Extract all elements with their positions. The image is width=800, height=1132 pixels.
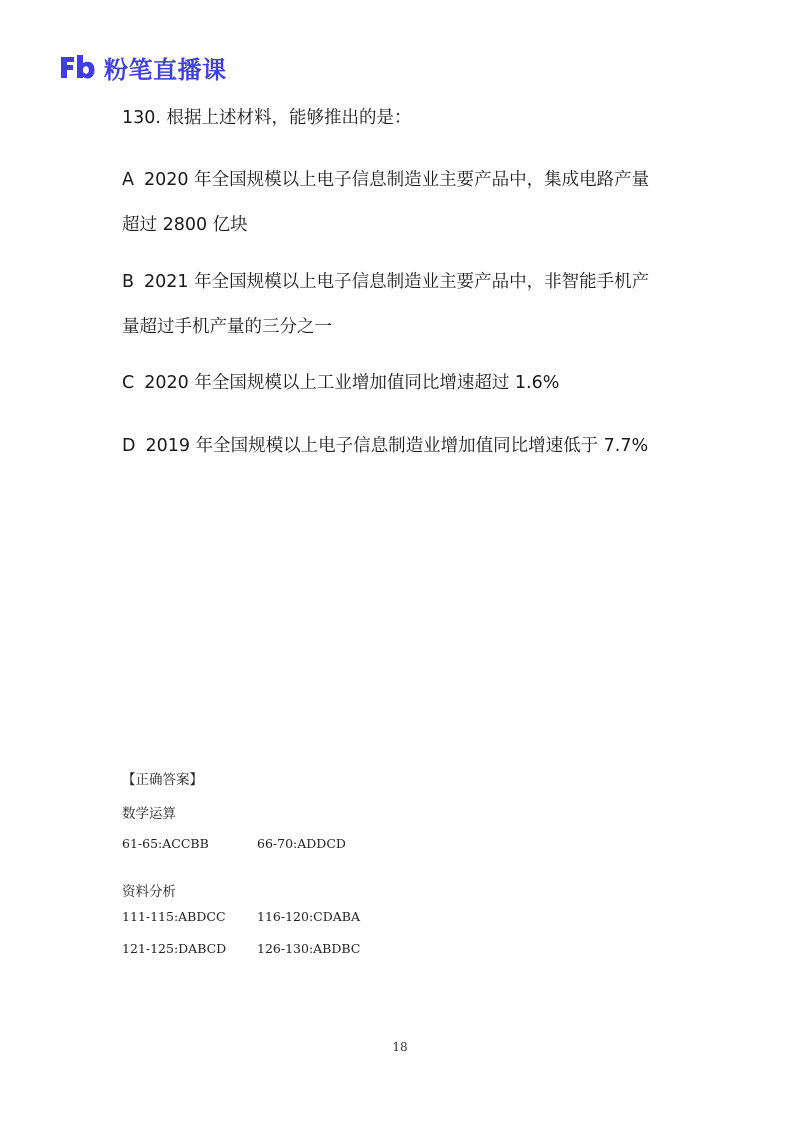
answer-range: 66-70:ADDCD <box>257 836 346 851</box>
option-text-line2: 量超过手机产量的三分之一 <box>122 317 332 337</box>
option-label: B <box>122 272 135 292</box>
option-text-line1: 2021 年全国规模以上电子信息制造业主要产品中，非智能手机产 <box>144 272 650 292</box>
option-b <box>122 260 682 350</box>
option-c <box>122 361 682 406</box>
option-label: C <box>122 373 135 393</box>
answer-range: 111-115:ABDCC <box>122 909 226 924</box>
brand-name: 粉笔直播课 <box>104 55 227 84</box>
option-a <box>122 158 682 248</box>
answer-range: 126-130:ABDBC <box>257 941 361 956</box>
data-analysis-title: 资料分析 <box>122 884 176 900</box>
math-section-title: 数学运算 <box>122 806 176 822</box>
option-text-line1: 2019 年全国规模以上电子信息制造业增加值同比增速低于 7.7% <box>145 436 649 456</box>
option-text-line1: 2020 年全国规模以上工业增加值同比增速超过 1.6% <box>144 373 560 393</box>
option-text-line2: 超过 2800 亿块 <box>122 215 248 235</box>
answer-heading: 【正确答案】 <box>122 772 203 788</box>
brand-logo <box>58 52 227 82</box>
option-d <box>122 424 682 469</box>
answer-range: 121-125:DABCD <box>122 941 227 956</box>
answer-range: 61-65:ACCBB <box>122 836 209 851</box>
option-text-line1: 2020 年全国规模以上电子信息制造业主要产品中，集成电路产量 <box>143 170 650 190</box>
option-label: D <box>122 436 136 456</box>
answer-range: 116-120:CDABA <box>257 909 360 924</box>
option-label: A <box>122 170 134 190</box>
page-number: 18 <box>392 1040 408 1054</box>
fb-logo-icon <box>58 53 96 81</box>
question-stem: 130. 根据上述材料，能够推出的是： <box>122 108 412 128</box>
